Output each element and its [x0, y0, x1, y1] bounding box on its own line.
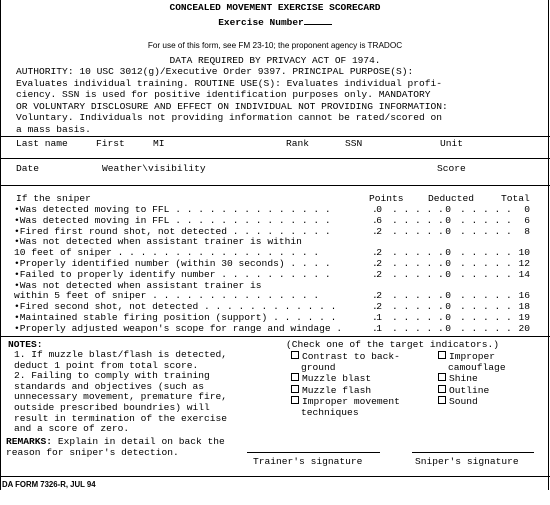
row-deducted: 0: [445, 258, 451, 269]
indicator-label-cont: techniques: [301, 406, 359, 418]
row-total: 6: [524, 214, 530, 226]
indicator-label-cont: camouflage: [448, 361, 506, 373]
row-total: 18: [518, 301, 530, 313]
notes-line: 1. If muzzle blast/flash is detected,: [14, 349, 228, 360]
row-description: •Was detected moving in FFL . . . . . . . . . . . . . .: [14, 214, 331, 226]
notes-line: and a score of zero.: [14, 423, 130, 435]
leader-dot: .: [372, 322, 378, 334]
row-deducted: 0: [445, 290, 451, 302]
privacy-line: Voluntary. Individuals not providing information cannot be rated/scored on: [16, 112, 443, 124]
leader-dots: . . . . .: [460, 322, 512, 334]
divider-name-row: [0, 158, 550, 159]
exercise-number-field[interactable]: [304, 15, 332, 25]
indicator-label: Muzzle flash: [302, 384, 372, 396]
row-points: 0: [376, 204, 382, 215]
divider-bottom: [0, 476, 550, 477]
indicator-option[interactable]: [438, 351, 506, 363]
row-points: 6: [376, 214, 382, 226]
form-id: DA FORM 7326-R, JUL 94: [2, 480, 96, 489]
sniper-signature-label: Sniper's signature: [415, 456, 519, 467]
indicator-option[interactable]: [291, 385, 400, 397]
exercise-number: [0, 15, 550, 28]
row-points: 2: [376, 268, 382, 280]
leader-dots: . . . . .: [460, 301, 512, 313]
ssn-label: SSN: [345, 138, 363, 149]
indicator-checkbox[interactable]: [291, 385, 299, 393]
leader-dot: .: [372, 258, 378, 269]
indicator-label: Improper movement: [302, 396, 400, 408]
row-deducted: 0: [445, 268, 451, 280]
row-points: 2: [376, 247, 382, 259]
leader-dots: . . . . .: [460, 214, 512, 226]
notes-line: unnecessary movement, premature fire,: [14, 391, 228, 403]
indicator-option[interactable]: [291, 351, 400, 363]
leader-dots: . . . . .: [392, 268, 444, 280]
privacy-line: AUTHORITY: 10 USC 3012(g)/Executive Order 9397. PRINCIPAL PURPOSE(S):: [16, 66, 414, 77]
unit-label: Unit: [440, 138, 464, 149]
row-description: •Was detected moving to FFL . . . . . . . . . . . . . .: [14, 204, 331, 215]
row-description: •Properly identified number (within 30 seconds) . . . .: [14, 258, 331, 269]
indicator-checkbox[interactable]: [291, 396, 299, 404]
privacy-line: Evaluates individual training. ROUTINE USE(S): Evaluates individual profi-: [16, 77, 443, 89]
row-total: 14: [518, 268, 530, 280]
row-description: •Maintained stable firing position (support) . . . . . .: [14, 312, 337, 323]
indicator-option[interactable]: [438, 385, 506, 397]
leader-dot: .: [372, 301, 378, 313]
score-label: Score: [437, 163, 466, 174]
total-header: Total: [501, 193, 530, 204]
leader-dot: .: [372, 268, 378, 280]
row-deducted: 0: [445, 312, 451, 323]
leader-dot: .: [372, 247, 378, 259]
row-deducted: 0: [445, 225, 451, 237]
row-points: 2: [376, 301, 382, 313]
notes-line: 2. Failing to comply with training: [14, 370, 210, 382]
mi-label: MI: [153, 138, 165, 149]
leader-dots: . . . . .: [392, 301, 444, 313]
first-name-label: First: [96, 138, 125, 149]
weather-label: Weather\visibility: [102, 163, 206, 174]
indicator-option[interactable]: [438, 373, 506, 385]
date-label: Date: [16, 163, 40, 174]
row-description: •Was not detected when assistant trainer is within: [14, 236, 302, 248]
row-points: 1: [376, 312, 382, 323]
remarks-line: Explain in detail on back the: [52, 436, 225, 447]
indicator-label: Contrast to back-: [302, 351, 400, 362]
leader-dot: .: [372, 312, 378, 323]
leader-dots: . . . . .: [392, 258, 444, 269]
indicator-label: Sound: [449, 396, 478, 408]
row-description: •Fired second shot, not detected . . . . . . . . . . . .: [14, 301, 337, 313]
indicators-right: [438, 351, 506, 408]
row-deducted: 0: [445, 214, 451, 226]
row-total: 10: [518, 247, 530, 259]
privacy-heading: DATA REQUIRED BY PRIVACY ACT OF 1974.: [169, 55, 381, 66]
leader-dot: .: [372, 290, 378, 302]
notes-line: deduct 1 point from total score.: [14, 359, 199, 371]
for-use-note: For use of this form, see FM 23-10; the proponent agency is TRADOC: [147, 41, 403, 50]
notes-line: standards and objectives (such as: [14, 380, 204, 392]
divider-date-row: [0, 185, 550, 186]
form-title: CONCEALED MOVEMENT EXERCISE SCORECARD: [169, 2, 381, 13]
leader-dots: . . . . .: [460, 268, 512, 280]
sniper-signature-line[interactable]: [412, 452, 534, 453]
indicator-checkbox[interactable]: [291, 351, 299, 359]
exercise-number-label: Exercise Number: [218, 17, 304, 28]
leader-dots: . . . . .: [392, 204, 444, 215]
privacy-line: OR VOLUNTARY DISCLOSURE AND EFFECT ON INDIVIDUAL NOT PROVIDING INFORMATION:: [16, 100, 448, 112]
remarks-block: [6, 437, 225, 458]
indicator-label: Outline: [449, 384, 490, 396]
indicator-label: Improper: [449, 351, 496, 362]
divider-table: [0, 336, 550, 337]
leader-dots: . . . . .: [392, 290, 444, 302]
leader-dot: .: [372, 214, 378, 226]
leader-dots: . . . . .: [392, 312, 444, 323]
right-border: [548, 0, 549, 490]
row-deducted: 0: [445, 301, 451, 313]
row-description: •Fired first round shot, not detected . . . . . . . . .: [14, 225, 331, 237]
trainer-signature-label: Trainer's signature: [253, 456, 363, 467]
indicator-checkbox[interactable]: [438, 385, 446, 393]
leader-dots: . . . . .: [392, 322, 444, 334]
leader-dot: .: [372, 225, 378, 237]
leader-dots: . . . . .: [460, 204, 512, 215]
row-total: 12: [518, 258, 530, 269]
row-total: 0: [524, 204, 530, 215]
row-description: within 5 feet of sniper . . . . . . . . . . . . . . .: [14, 290, 320, 302]
remarks-line: reason for sniper's detection.: [6, 446, 179, 458]
leader-dots: . . . . .: [460, 225, 512, 237]
row-description: 10 feet of sniper . . . . . . . . . . . . . . . . . .: [14, 247, 320, 259]
row-deducted: 0: [445, 322, 451, 334]
indicator-label-cont: ground: [301, 361, 336, 373]
trainer-signature-line[interactable]: [247, 452, 380, 453]
privacy-statement: [16, 66, 546, 136]
indicator-option[interactable]: [291, 373, 400, 385]
row-total: 19: [518, 312, 530, 323]
row-total: 20: [518, 322, 530, 334]
leader-dots: . . . . .: [392, 225, 444, 237]
row-points: 2: [376, 225, 382, 237]
left-border: [0, 0, 1, 490]
privacy-line: a mass basis.: [16, 123, 91, 135]
row-points: 2: [376, 258, 382, 269]
row-points: 1: [376, 322, 382, 334]
indicator-option[interactable]: [438, 396, 506, 408]
indicator-checkbox[interactable]: [438, 351, 446, 359]
indicator-checkbox[interactable]: [291, 373, 299, 381]
indicator-checkbox[interactable]: [438, 396, 446, 404]
remarks-label: REMARKS:: [6, 436, 53, 447]
notes-line: result in termination of the exercise: [14, 412, 228, 424]
leader-dots: . . . . .: [460, 247, 512, 259]
leader-dot: .: [372, 204, 378, 215]
indicators-left: [291, 351, 400, 419]
leader-dots: . . . . .: [392, 214, 444, 226]
row-points: 2: [376, 290, 382, 302]
notes-heading: NOTES:: [8, 339, 43, 350]
rank-label: Rank: [286, 138, 310, 149]
last-name-label: Last name: [16, 138, 68, 149]
notes-body: [14, 350, 227, 435]
row-total: 8: [524, 225, 530, 237]
row-description: •Properly adjusted weapon's scope for range and windage .: [14, 322, 343, 334]
row-description: •Was not detected when assistant trainer is: [14, 279, 262, 291]
row-deducted: 0: [445, 204, 451, 215]
leader-dots: . . . . .: [460, 312, 512, 323]
leader-dots: . . . . .: [392, 247, 444, 259]
privacy-line: ciency. SSN is used for positive identification purposes only. MANDATORY: [16, 89, 431, 101]
row-deducted: 0: [445, 247, 451, 259]
indicator-checkbox[interactable]: [438, 373, 446, 381]
indicator-label: Shine: [449, 373, 478, 385]
indicators-heading: (Check one of the target indicators.): [286, 339, 500, 350]
table-intro: If the sniper: [16, 193, 91, 204]
deducted-header: Deducted: [428, 193, 475, 204]
leader-dots: . . . . .: [460, 258, 512, 269]
divider-privacy: [0, 136, 550, 137]
notes-line: outside prescribed boundries) will: [14, 401, 210, 413]
row-total: 16: [518, 290, 530, 302]
row-description: •Failed to properly identify number . . . . . . . . . .: [14, 268, 331, 280]
indicator-label: Muzzle blast: [302, 373, 372, 385]
leader-dots: . . . . .: [460, 290, 512, 302]
points-header: Points: [369, 193, 404, 204]
